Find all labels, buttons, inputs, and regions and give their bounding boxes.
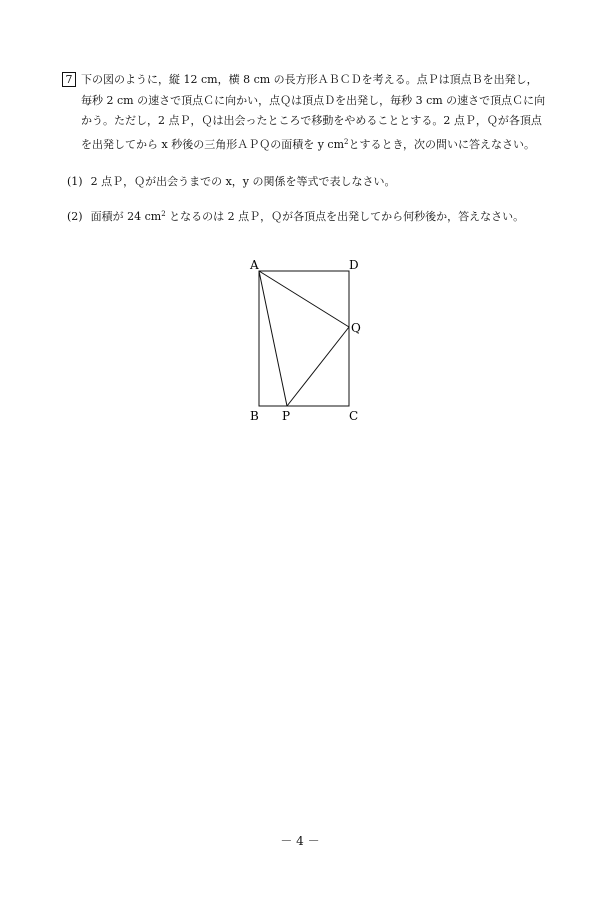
question-1-number: (1) xyxy=(67,175,83,188)
question-2-text-before: 面積が 24 cm xyxy=(90,210,162,223)
statement-line-2: 毎秒 2 cm の速さで頂点Ｃに向かい，点Ｑは頂点Ｄを出発し，毎秒 3 cm の速さで頂点Ｃに向 xyxy=(81,93,546,107)
statement-line-3: かう。ただし，2 点Ｐ，Ｑは出会ったところで移動をやめることとする。2 点Ｐ，Ｑが各頂点 xyxy=(81,114,542,127)
rectangle-figure xyxy=(240,250,380,430)
label-q: Q xyxy=(351,321,361,335)
statement-line-4-start: を出発してから x 秒後の三角形ＡＰＱの面積を y cm xyxy=(81,137,344,151)
problem-statement xyxy=(81,70,572,155)
statement-line-4 xyxy=(81,132,572,156)
question-1 xyxy=(67,173,396,189)
segment-aq xyxy=(259,271,349,327)
label-a: A xyxy=(250,258,259,272)
page-number: － 4 － xyxy=(280,834,320,848)
statement-line-4-end: とするとき，次の問いに答えなさい。 xyxy=(348,137,536,151)
question-2-text-after: となるのは 2 点Ｐ，Ｑが各頂点を出発してから何秒後か，答えなさい。 xyxy=(165,210,525,223)
label-d: D xyxy=(349,258,359,272)
area-unit-exponent: 2 xyxy=(344,137,349,146)
statement-line-1: 下の図のように，縦 12 cm，横 8 cm の長方形ＡＢＣＤを考える。点Ｐは頂点Ｂを出発し， xyxy=(81,73,538,86)
segment-ap xyxy=(259,271,287,406)
problem-number-box: 7 xyxy=(62,72,76,87)
problem-7 xyxy=(62,70,572,155)
label-b: B xyxy=(250,409,259,423)
label-p: P xyxy=(282,409,291,423)
question-2 xyxy=(67,208,524,224)
question-2-number: (2) xyxy=(67,210,83,223)
label-c: C xyxy=(349,409,359,423)
segment-pq xyxy=(287,327,349,406)
question-2-exponent: 2 xyxy=(161,210,166,218)
question-1-text: 2 点Ｐ，Ｑが出会うまでの x，y の関係を等式で表しなさい。 xyxy=(90,175,396,188)
